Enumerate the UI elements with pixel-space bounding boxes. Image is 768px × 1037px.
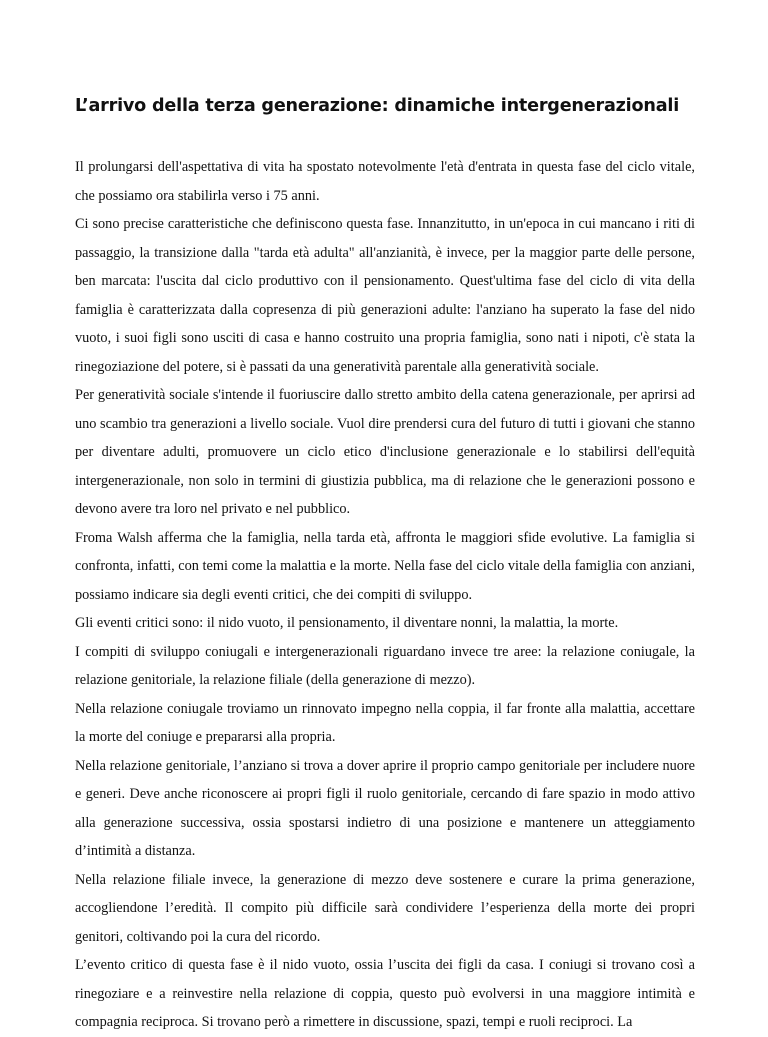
paragraph-empty-nest: L’evento critico di questa fase è il nido vuoto, ossia l’uscita dei figli da casa. I coniugi si trovano così a rinegoziare e a reinvestire nella relazione di coppia, questo può evolversi in una maggiore intimità e compagnia reciproca. Si trovano però a rimettere in discussione, spazi, tempi e ruoli reciproci. La	[75, 957, 695, 1030]
paragraph-life-expectancy: Il prolungarsi dell'aspettativa di vita ha spostato notevolmente l'età d'entrata in questa fase del ciclo vitale, che possiamo ora stabilirla verso i 75 anni.	[75, 159, 695, 204]
paragraph-froma-walsh: Froma Walsh afferma che la famiglia, nella tarda età, affronta le maggiori sfide evolutive. La famiglia si confronta, infatti, con temi come la malattia e la morte. Nella fase del ciclo vitale della famiglia con anziani, possiamo indicare sia degli eventi critici, che dei compiti di sviluppo.	[75, 529, 695, 603]
paragraph-phase-characteristics: Ci sono precise caratteristiche che definiscono questa fase. Innanzitutto, in un'epoca in cui mancano i riti di passaggio, la transizione dalla "tarda età adulta" all'anzianità, è invece, per la maggior parte delle persone, ben marcata: l'uscita dal ciclo produttivo con il pensionamento. Quest'ultima fase del ciclo di vita della famiglia è caratterizzata dalla copresenza di più generazioni adulte: l'anziano ha superato la fase del nido vuoto, i suoi figli sono usciti di casa e hanno costruito una propria famiglia, sono nati i nipoti, c'è stata la rinegoziazione del potere, si è passati da una generatività parentale alla generatività sociale.	[75, 216, 695, 375]
paragraph-filial-relation: Nella relazione filiale invece, la generazione di mezzo deve sostenere e curare la prima generazione, accogliendone l’eredità. Il compito più difficile sarà condividere l’esperienza della morte dei propri genitori, coltivando poi la cura del ricordo.	[75, 871, 695, 945]
paragraph-critical-events: Gli eventi critici sono: il nido vuoto, il pensionamento, il diventare nonni, la malattia, la morte.	[75, 615, 619, 631]
paragraph-social-generativity: Per generatività sociale s'intende il fuoriuscire dallo stretto ambito della catena generazionale, per aprirsi ad uno scambio tra generazioni a livello sociale. Vuol dire prendersi cura del futuro di tutti i giovani che stanno per diventare adulti, promuovere un ciclo etico d'inclusione generazionale e lo stabilirsi dell'equità intergenerazionale, non solo in termini di giustizia pubblica, ma di relazione che le generazioni possono e devono avere tra loro nel privato e nel pubblico.	[75, 387, 695, 517]
paragraph-development-tasks: I compiti di sviluppo coniugali e intergenerazionali riguardano invece tre aree: la relazione coniugale, la relazione genitoriale, la relazione filiale (della generazione di mezzo).	[75, 643, 695, 688]
document-body	[75, 153, 695, 1037]
document-title: L’arrivo della terza generazione: dinamiche intergenerazionali	[75, 96, 680, 116]
paragraph-parental-relation: Nella relazione genitoriale, l’anziano si trova a dover aprire il proprio campo genitoriale per includere nuore e generi. Deve anche riconoscere ai propri figli il ruolo genitoriale, cercando di fare spazio in modo attivo alla generazione successiva, ossia spostarsi indietro di una posizione e mantenere un atteggiamento d’intimità a distanza.	[75, 757, 695, 859]
paragraph-conjugal-relation: Nella relazione coniugale troviamo un rinnovato impegno nella coppia, il far fronte alla malattia, accettare la morte del coniuge e prepararsi alla propria.	[75, 700, 695, 745]
